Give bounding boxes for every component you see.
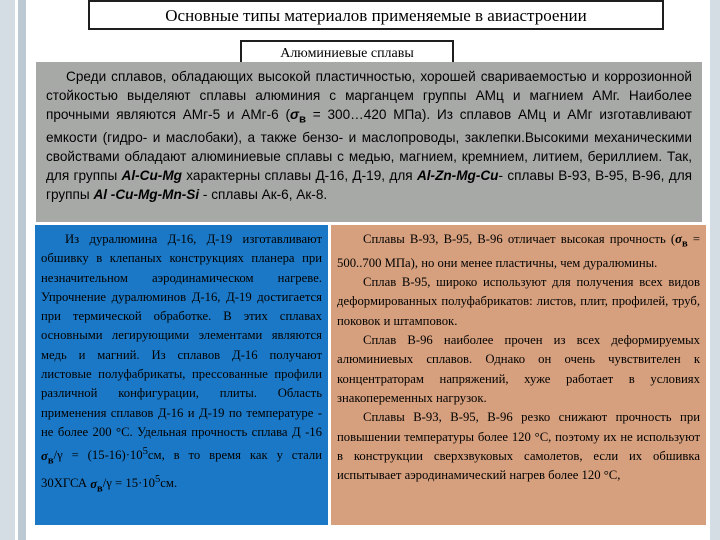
left-sigma-1: σ [41,448,48,463]
intro-text-5: - сплавы Ак-6, Ак-8. [199,187,328,203]
intro-group-al-cu-mg: Al-Cu-Mg [121,168,182,184]
right-paragraph-3: Сплав В-96 наиболее прочен из всех деформируемых алюминиевых сплавов. Однако он очень чувствителен к концентраторам напряжений, хуже работает в условиях знакопеременных нагрузок. [337,333,700,405]
left-sigma-1-sub: в [47,455,54,467]
intro-text-2: = 300…420 МПа). Из сплавов АМц и АМг изготавливают емкости (гидро- и маслобаки), а также бензо- и маслопроводы, заклепки.Высокими механическими свойствами обладают алюминиевые сплавы с медью, магнием, кремнием, литием, бериллием. Так, для группы [46,106,692,184]
left-text-1: Из дуралюмина Д-16, Д-19 изготавливают обшивку в клепаных конструкциях планера при незначительном аэродинамическом нагреве. Упрочнение дуралюминов Д-16, Д-19 достигается при термической обработке. В этих сплавах основными легирующими элементами являются медь и магний. Из сплавов Д-16 получают листовые полуфабрикаты, прессованные профили различной конфигурации, плиты. Область применения сплавов Д-16 и Д-19 по температуре - не более 200 °С. Удельная прочность сплава Д -16 [41,232,322,439]
right-sigma: σ [675,232,682,246]
left-column-duralumin [35,225,328,525]
right-paragraph-4: Сплавы В-93, В-95, В-96 резко снижают прочность при повышении температуры более 120 °С, поэтому их не используют в конструкции сверхзвуковых самолетов, если их обшивка испытывает аэродинамический нагрев более 120 °С, [337,410,700,483]
intro-sigma-sub: в [299,113,307,126]
intro-group-al-cu-mg-mn-si: Al -Cu-Mg-Mn-Si [93,187,200,203]
right-column-b-alloys [331,225,706,525]
left-text-3: см, в то время как у стали 30ХГСА [41,448,323,491]
left-paragraph [41,230,322,498]
page-title: Основные типы материалов применяемые в авиастроении [88,0,664,30]
right-paragraph-2: Сплав В-95, широко используют для получения всех видов деформированных полуфабрикатов: листов, плит, профилей, труб, поковок и штамповок. [337,275,700,328]
left-exp-2: 5 [154,474,161,486]
intro-text-4: - сплавы В-93, В-95, В-96, для группы [46,168,692,203]
left-decorative-stripe [18,0,26,540]
right-sigma-sub: в [681,238,688,250]
intro-sigma: σ [290,106,300,122]
right-p1-text-b: = 500..700 МПа), но они менее пластичны, чем дуралюмины. [337,232,701,270]
left-text-2: /γ = (15-16)·10 [53,448,143,463]
intro-text-3: характерны сплавы Д-16, Д-19, для [181,168,417,184]
intro-text-1: Среди сплавов, обладающих высокой пластичностью, хорошей свариваемостью и коррозионной стойкостью выделяют сплавы алюминия с марганцем группы АМц и магнием АМг. Наиболее прочными являются АМг-5 и АМг-6 ( [46,69,692,122]
right-p1-text-a: Сплавы В-93, В-95, В-96 отличает высокая прочность ( [363,232,676,246]
left-text-4: /γ = 15·10 [102,476,155,491]
right-decorative-band [710,0,720,540]
right-paragraph-1 [337,230,700,273]
intro-text-block [36,62,702,222]
section-subtitle: Алюминиевые сплавы [240,40,454,66]
left-text-5: см. [160,476,178,491]
left-exp-1: 5 [142,446,148,458]
left-decorative-band [0,0,15,540]
left-sigma-2: σ [90,476,98,491]
intro-group-al-zn-mg-cu: Al-Zn-Mg-Cu [416,168,499,184]
left-sigma-2-sub: в [97,483,103,495]
